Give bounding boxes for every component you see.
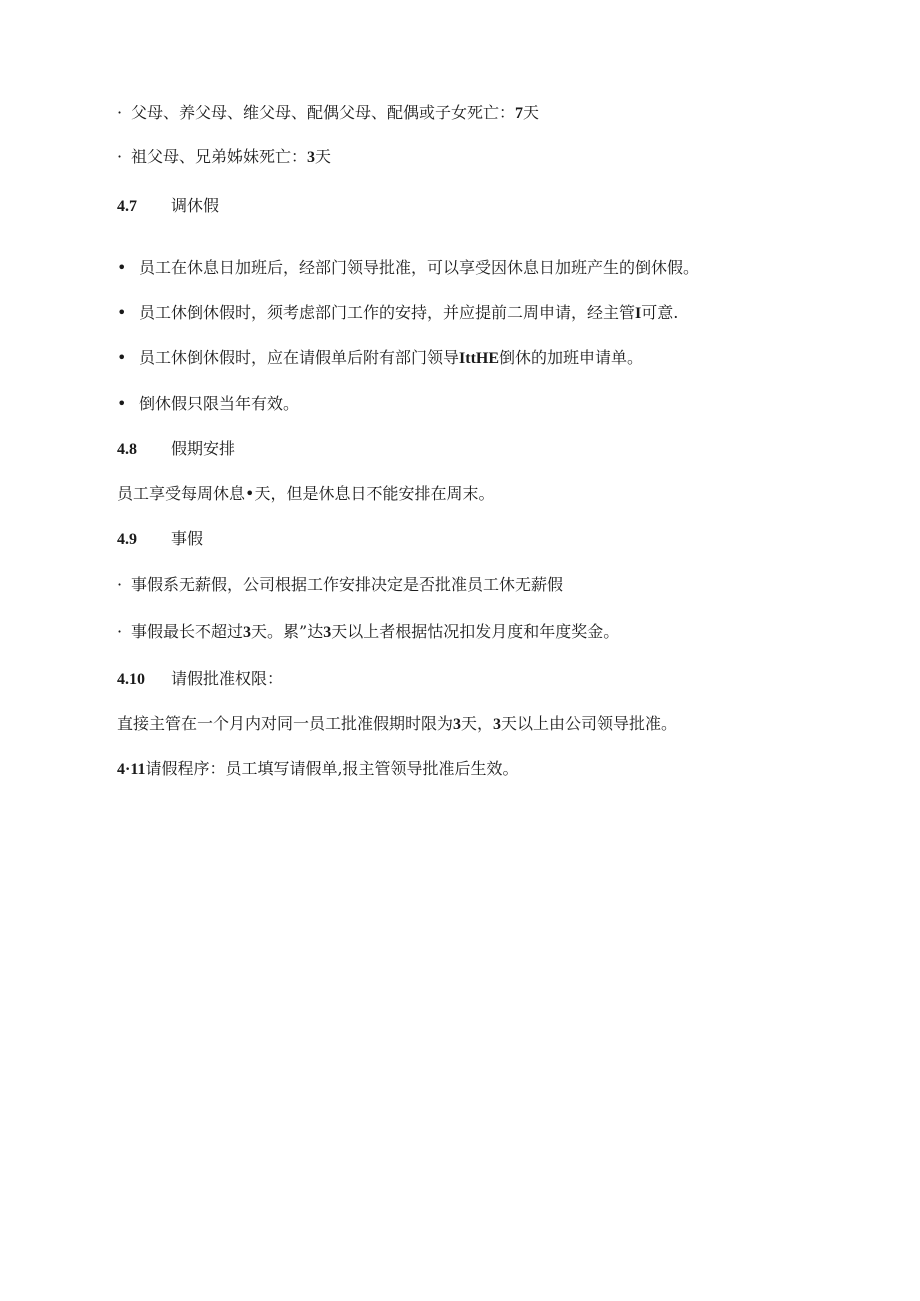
bullet: • — [117, 394, 127, 413]
list-item — [117, 574, 563, 596]
section-heading-4-11 — [117, 758, 519, 781]
item-text: 员工在休息日加班后，经部门领导批准，可以享受因休息日加班产生的倒休假。 — [139, 258, 700, 277]
item-text: 员工休倒休假时，须考虑部门工作的安持，并应提前二周申请，经主管 — [139, 303, 636, 322]
section-heading-4-8 — [117, 438, 235, 461]
section-heading-4-7 — [117, 195, 219, 218]
day-count: 3 — [307, 149, 316, 166]
item-text-end: 天以上者根据怙况扣发月度和年度奖金。 — [331, 622, 620, 641]
list-item — [117, 257, 699, 279]
item-bold-text: IttHE — [459, 350, 500, 367]
item-text: 事假系无薪假，公司根据工作安排决定是否批准员工休无薪假 — [131, 575, 564, 594]
day-unit: 天 — [315, 147, 332, 166]
section-number: 4.8 — [117, 441, 137, 458]
list-item — [117, 302, 678, 325]
section-number: 4·11 — [117, 761, 146, 778]
section-title: 调休假 — [171, 196, 220, 215]
day-count: 3 — [453, 716, 462, 733]
paragraph — [117, 713, 677, 736]
item-text: 员工休倒休假时，应在请假单后附有部门领导 — [139, 348, 460, 367]
day-count: 3 — [323, 624, 332, 641]
section-heading-4-10 — [117, 668, 283, 691]
item-text: 父母、养父母、维父母、配偶父母、配偶或子女死亡： — [131, 103, 516, 122]
bullet: • — [117, 258, 127, 277]
bullet: • — [117, 303, 127, 322]
item-text: 倒休假只限当年有效。 — [139, 394, 300, 413]
bullet: · — [117, 103, 123, 122]
item-text: 事假最长不超过 — [131, 622, 244, 641]
section-title: 事假 — [171, 529, 204, 548]
paragraph-text-end: 天以上由公司领导批准。 — [501, 714, 678, 733]
day-count: 3 — [493, 716, 502, 733]
item-bold-text: I — [635, 305, 642, 322]
day-count: 3 — [243, 624, 252, 641]
item-text-end: 倒休的加班申请单。 — [499, 348, 644, 367]
paragraph-text-mid: 天， — [461, 714, 494, 733]
section-heading-4-9 — [117, 528, 203, 551]
section-number: 4.7 — [117, 198, 137, 215]
bullet: • — [117, 348, 127, 367]
paragraph-text: 直接主管在一个月内对同一员工批准假期时限为 — [117, 714, 454, 733]
list-item — [117, 347, 643, 370]
section-number: 4.10 — [117, 671, 145, 688]
item-text-mid: 天。累”达 — [251, 622, 324, 641]
list-item-grandparents-death — [117, 146, 331, 169]
item-text: 祖父母、兄弟姊妹死亡： — [131, 147, 308, 166]
section-title: 假期安排 — [171, 439, 236, 458]
section-title: 请假批准权限： — [171, 669, 284, 688]
bullet: · — [117, 622, 123, 641]
list-item — [117, 621, 619, 644]
day-count: 7 — [515, 105, 524, 122]
list-item — [117, 393, 299, 415]
paragraph-text: 请假程序：员工填写请假单,报主管领导批准后生效。 — [145, 759, 519, 778]
bullet: · — [117, 575, 123, 594]
paragraph: 员工享受每周休息•天，但是休息日不能安排在周末。 — [117, 484, 495, 503]
item-text-end: 可意. — [641, 303, 679, 322]
section-number: 4.9 — [117, 531, 137, 548]
list-item-parents-death — [117, 102, 539, 125]
day-unit: 天 — [523, 103, 540, 122]
bullet: · — [117, 147, 123, 166]
